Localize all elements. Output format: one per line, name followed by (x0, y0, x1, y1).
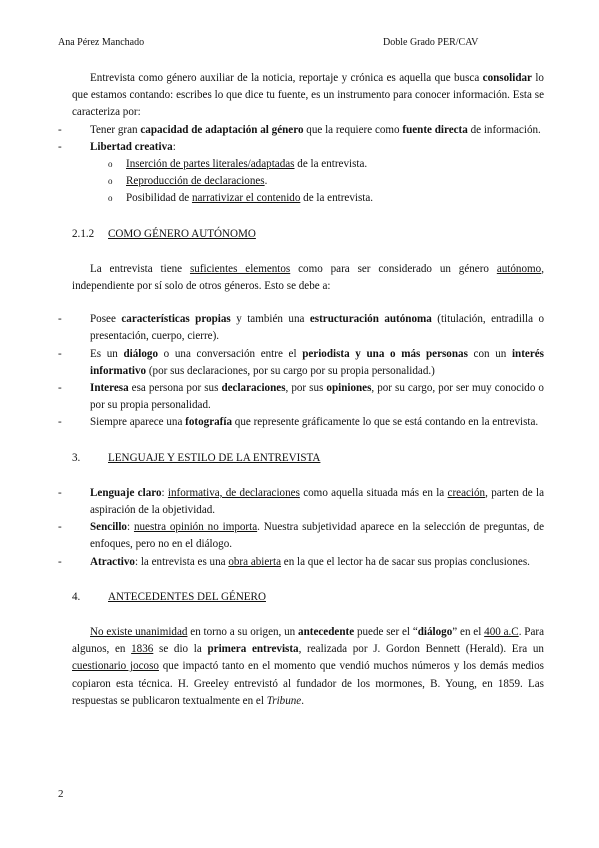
list-item: - Sencillo: nuestra opinión no importa. Nuestra subjetividad aparece en la selección de preguntas, de enfoques, pero no en el diálogo. (58, 521, 544, 551)
list-item: - Posee características propias y también una estructuración autónoma (titulación, entradilla o presentación, cuerpo, cierre). (58, 313, 544, 343)
page-number: 2 (58, 788, 64, 800)
document-body (58, 70, 545, 710)
list-item: - Tener gran capacidad de adaptación al género que la requiere como fuente directa de información. (58, 123, 541, 136)
sublist-item: o Reproducción de declaraciones. (108, 175, 268, 188)
intro-list (58, 122, 544, 156)
sublist-item: o Inserción de partes literales/adaptadas de la entrevista. (108, 158, 368, 171)
list-item: - Interesa esa persona por sus declaraciones, por sus opiniones, por su cargo, por ser muy conocido o por su propia personalidad. (58, 382, 544, 412)
list-item: - Es un diálogo o una conversación entre el periodista y una o más personas con un interés informativo (por sus declaraciones, por su cargo por su propia personalidad.) (58, 347, 544, 377)
list-item: - Atractivo: la entrevista es una obra abierta en la que el lector ha de sacar sus propias conclusiones. (58, 555, 530, 568)
section-heading-3: 3. LENGUAJE Y ESTILO DE LA ENTREVISTA (72, 451, 321, 464)
intro-sublist (72, 156, 544, 208)
header-course: Doble Grado PER/CAV (383, 37, 479, 48)
list-item: - Siempre aparece una fotografía que represente gráficamente lo que se está contando en la entrevista. (58, 416, 539, 429)
list-item: - Lenguaje claro: informativa, de declaraciones como aquella situada más en la creación, parten de la aspiración de la objetividad. (58, 486, 545, 517)
lenguaje-list (58, 485, 545, 571)
header-author: Ana Pérez Manchado (58, 37, 145, 48)
sublist-item: o Posibilidad de narrativizar el contenido de la entrevista. (108, 192, 374, 205)
intro-paragraph: Entrevista como género auxiliar de la noticia, reportaje y crónica es aquella que busca consolidar lo que estamos contando: escribes lo que dice tu fuente, es un instrumento para conocer información. Esta se caracteriza por: (72, 72, 544, 119)
section-heading-4: 4. ANTECEDENTES DEL GÉNERO (72, 590, 266, 603)
paragraph-autonomo: La entrevista tiene suficientes elementos como para ser considerado un género autónomo, independiente por sí solo de otros géneros. Esto se debe a: (72, 262, 544, 293)
paragraph-antecedentes: No existe unanimidad en torno a su origen, un antecedente puede ser el “diálogo” en el 400 a.C. Para algunos, en 1836 se dio la primera entrevista, realizada por J. Gordon Bennett (Herald). Era un cuestionario jocoso que impactó tanto en el momento que vendió muchos números y los demás medios copiaron esta técnica. H. Greeley entrevistó al fundador de los mormones, B. Young, en 1859. Las respuestas se publicaron textualmente en el Tribune. (72, 626, 545, 707)
autonomo-list (58, 311, 544, 431)
section-heading-2-1-2: 2.1.2 COMO GÉNERO AUTÓNOMO (72, 227, 256, 240)
list-item: - Libertad creativa: (58, 140, 176, 153)
